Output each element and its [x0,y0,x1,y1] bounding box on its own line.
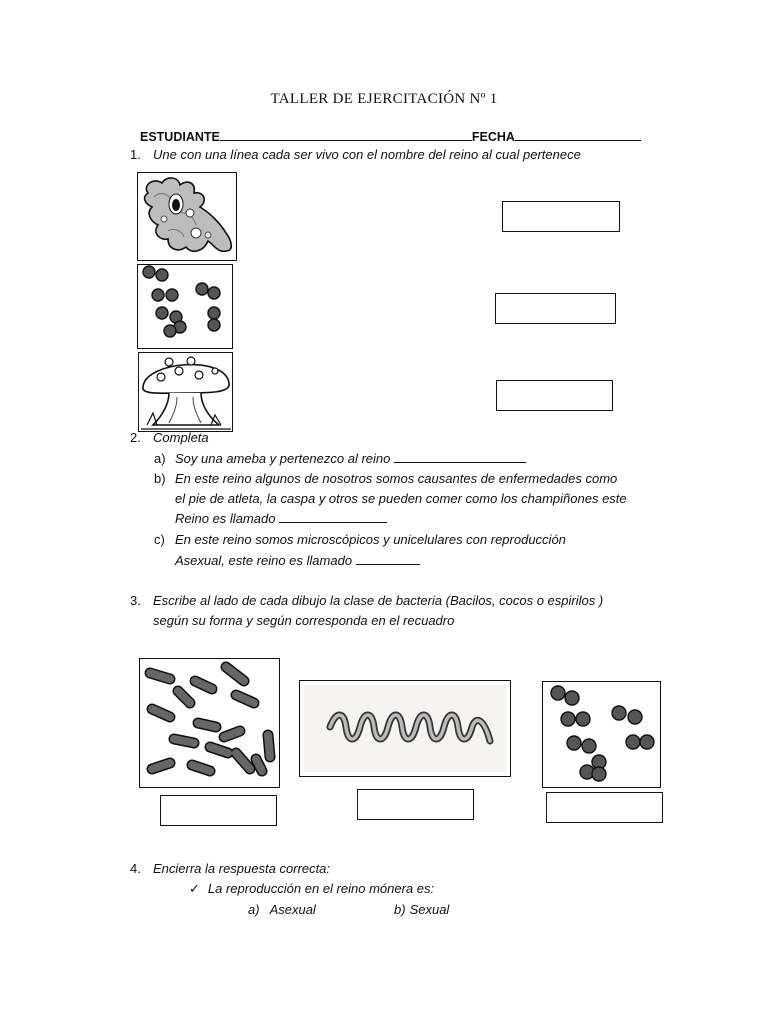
cocci-image-2 [542,681,661,788]
cocci-icon-2 [543,682,660,787]
question-2c-line-2 [175,553,566,573]
answer-box-mushroom[interactable] [496,380,613,411]
option-a[interactable] [248,902,316,917]
mushroom-image [138,352,233,432]
option-a-text: Asexual [269,902,316,917]
answer-line-2b[interactable] [279,511,387,523]
bacilli-image [139,658,280,788]
question-2b-label: b) [154,471,166,486]
question-2b-line-2: el pie de atleta, la caspa y otros se pueden comer como los champiñones este [175,491,627,506]
question-4-question: La reproducción en el reino mónera es: [207,881,435,896]
cocci-image [137,264,233,349]
check-icon: ✓ [189,881,200,896]
amoeba-icon [138,173,236,260]
student-label: ESTUDIANTE [140,130,220,144]
mushroom-icon [139,353,232,431]
spirilla-image [299,680,511,777]
spirilla-icon [300,681,510,776]
cocci-icon [138,265,232,348]
question-3-line-2: según su forma y según corresponda en el recuadro [153,613,455,628]
bacilli-icon [140,659,279,787]
question-4-number: 4. [130,861,141,876]
answer-box-cocci[interactable] [495,293,616,324]
question-2-number: 2. [130,430,141,445]
answer-line-2c[interactable] [356,553,420,565]
question-2b-line-3-text: Reino es llamado [175,511,276,526]
question-1-number: 1. [130,147,141,162]
answer-line-2a[interactable] [394,451,526,463]
question-2b-line-1: En este reino algunos de nosotros somos causantes de enfermedades como [175,471,618,486]
date-field[interactable] [515,128,641,141]
question-2c-label: c) [154,532,165,547]
question-3-line-1: Escribe al lado de cada dibujo la clase de bacteria (Bacilos, cocos o espirilos ) [153,593,604,608]
question-2a-label: a) [154,451,166,466]
option-b-text: Sexual [409,902,450,917]
answer-box-amoeba[interactable] [502,201,620,232]
amoeba-image [137,172,237,261]
option-a-label: a) [248,902,260,917]
date-label: FECHA [471,130,515,144]
question-2b [154,471,627,531]
question-4 [130,861,331,876]
question-3-number: 3. [130,593,141,608]
student-name-field[interactable] [220,128,472,141]
question-4-text: Encierra la respuesta correcta: [153,861,331,876]
question-2c [154,532,566,573]
answer-box-spirilla[interactable] [357,789,474,820]
answer-box-cocci-2[interactable] [546,792,663,823]
question-1-text: Une con una línea cada ser vivo con el nombre del reino al cual pertenece [153,147,581,162]
question-4-prompt [189,881,434,897]
question-2a [154,451,526,466]
answer-box-bacilli[interactable] [160,795,277,826]
option-b-label: b) [394,902,406,917]
question-2-text: Completa [153,430,209,445]
student-date-row [140,128,641,144]
question-2c-line-2-text: Asexual, este reino es llamado [175,553,353,568]
question-3 [130,593,604,633]
question-1 [130,147,581,162]
question-2c-line-1: En este reino somos microscópicos y unicelulares con reproducción [175,532,566,547]
question-2 [130,430,209,445]
page-title: TALLER DE EJERCITACIÓN Nº 1 [270,91,498,107]
question-2a-text: Soy una ameba y pertenezco al reino [175,451,391,466]
option-b[interactable] [394,902,449,917]
question-2b-line-3 [175,511,627,531]
